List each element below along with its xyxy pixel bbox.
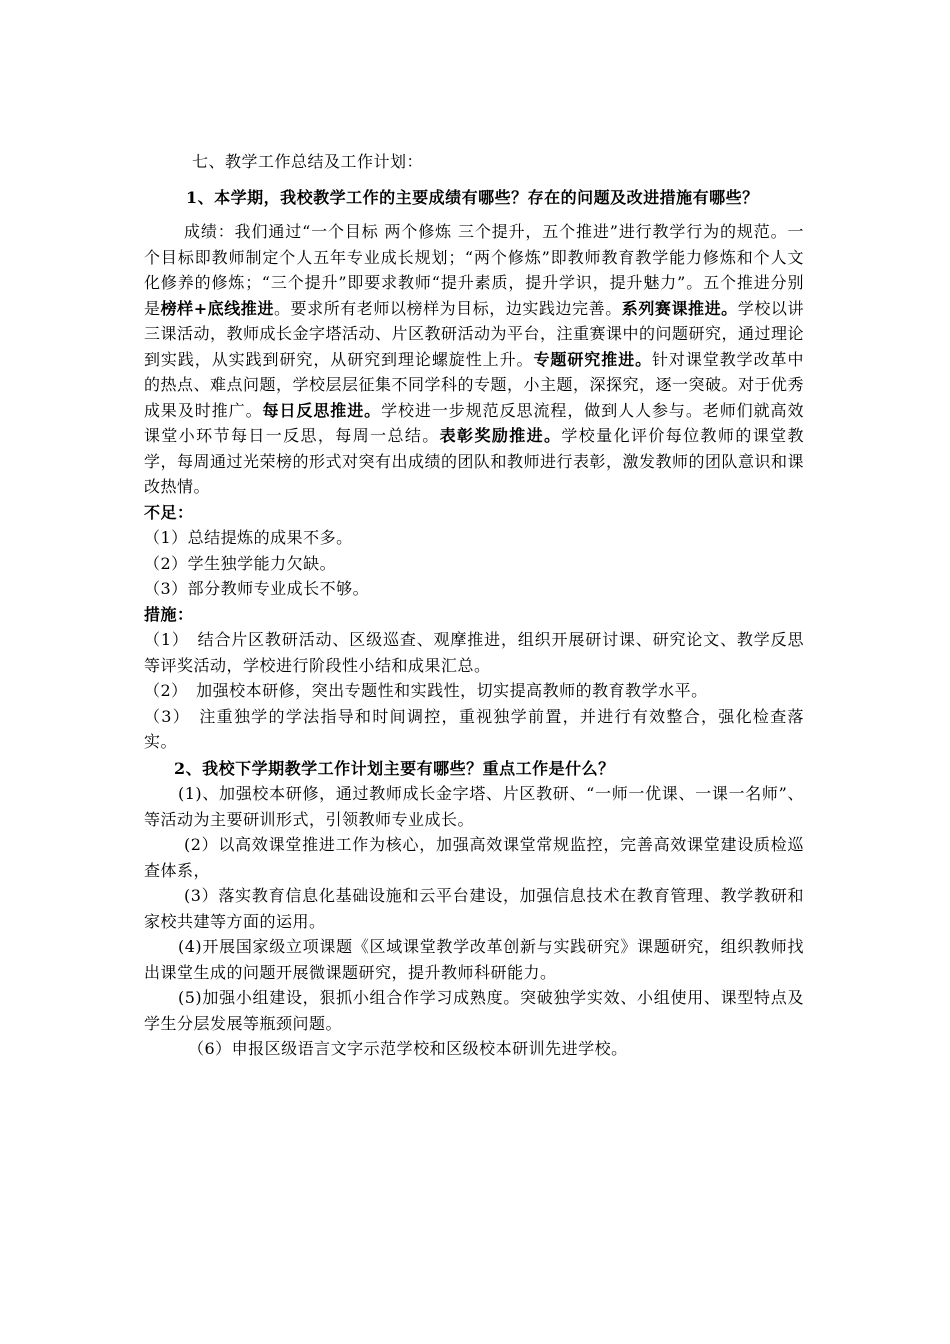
achievements-intro: 成绩：我们通过“一个目标 两个修炼 三个提升，五个推进”进行教学行为的规范。一个目标即教师制定个人五年专业成长规划；“两个修炼”即教师教育教学能力修炼和个人文化修养的修炼；“三个提升”即要求教师“提升素质，提升学识，提升魅力”。五个推进分别是 <box>144 222 804 318</box>
measure-item: （3） 注重独学的学法指导和时间调控，重视独学前置，并进行有效整合，强化检查落实。 <box>144 706 804 751</box>
plan-item: （6）申报区级语言文字示范学校和区级校本研训先进学校。 <box>188 1039 628 1058</box>
shortcoming-item: （2）学生独学能力欠缺。 <box>144 553 337 573</box>
push-3-title: 专题研究推进。 <box>533 349 652 369</box>
measures-label: 措施： <box>144 604 194 624</box>
shortcomings-label: 不足： <box>144 502 194 522</box>
measure-item: （2） 加强校本研修，突出专题性和实践性，切实提高教师的教育教学水平。 <box>144 681 708 700</box>
shortcoming-item: （1）总结提炼的成果不多。 <box>144 528 353 547</box>
push-2-text: 学校以讲三课活动，教师成长金字塔活动、片区教研活动为平台，注重赛课中的问题研究，通过理论到实践，从实践到研究，从研究到理论螺旋性上升。 <box>144 298 805 369</box>
question-1-heading: 1、本学期，我校教学工作的主要成绩有哪些？存在的问题及改进措施有哪些？ <box>186 188 759 207</box>
shortcoming-item: （3）部分教师专业成长不够。 <box>144 579 370 598</box>
measure-item: （1） 结合片区教研活动、区级巡查、观摩推进，组织开展研讨课、研究论文、教学反思等评奖活动，学校进行阶段性小结和成果汇总。 <box>144 630 804 675</box>
push-4-title: 每日反思推进。 <box>262 400 382 420</box>
plan-item: (1)、加强校本研修，通过教师成长金字塔、片区教研、“一师一优课、一课一名师”、等活动为主要研训形式，引领教师专业成长。 <box>144 784 804 829</box>
push-4-text: 学校进一步规范反思流程，做到人人参与。老师们就高效课堂小环节每日一反思，每周一总结。 <box>144 400 804 445</box>
push-5-text: 学校量化评价每位教师的课堂教学，每周通过光荣榜的形式对突有出成绩的团队和教师进行表彰，激发教师的团队意识和课改热情。 <box>144 426 805 496</box>
push-3-text: 针对课堂教学改革中的热点、难点问题，学校层层征集不同学科的专题，小主题，深探究，逐一突破。对于优秀成果及时推广。 <box>144 349 805 420</box>
push-1-title: 榜样+底线推进 <box>160 298 274 318</box>
achievements-paragraph <box>144 219 804 500</box>
push-2-title: 系列赛课推进。 <box>621 298 738 318</box>
push-1-text: 。要求所有老师以榜样为目标，边实践边完善。 <box>273 298 622 318</box>
plan-item: (2）以高效课堂推进工作为核心，加强高效课堂常规监控，完善高效课堂建设质检巡查体系， <box>144 835 804 880</box>
push-5-title: 表彰奖励推进。 <box>439 426 562 445</box>
plan-item: (3）落实教育信息化基础设施和云平台建设，加强信息技术在教育管理、教学教研和家校共建等方面的运用。 <box>144 886 804 931</box>
plan-item: (5)加强小组建设，狠抓小组合作学习成熟度。突破独学实效、小组使用、课型特点及学生分层发展等瓶颈问题。 <box>144 988 804 1033</box>
question-2-heading: 2、我校下学期教学工作计划主要有哪些？重点工作是什么？ <box>174 758 615 778</box>
document-body <box>144 148 804 1062</box>
plan-item: (4)开展国家级立项课题《区域课堂教学改革创新与实践研究》课题研究，组织教师找出课堂生成的问题开展微课题研究，提升教师科研能力。 <box>144 937 804 982</box>
section-title: 七、教学工作总结及工作计划： <box>192 152 424 171</box>
